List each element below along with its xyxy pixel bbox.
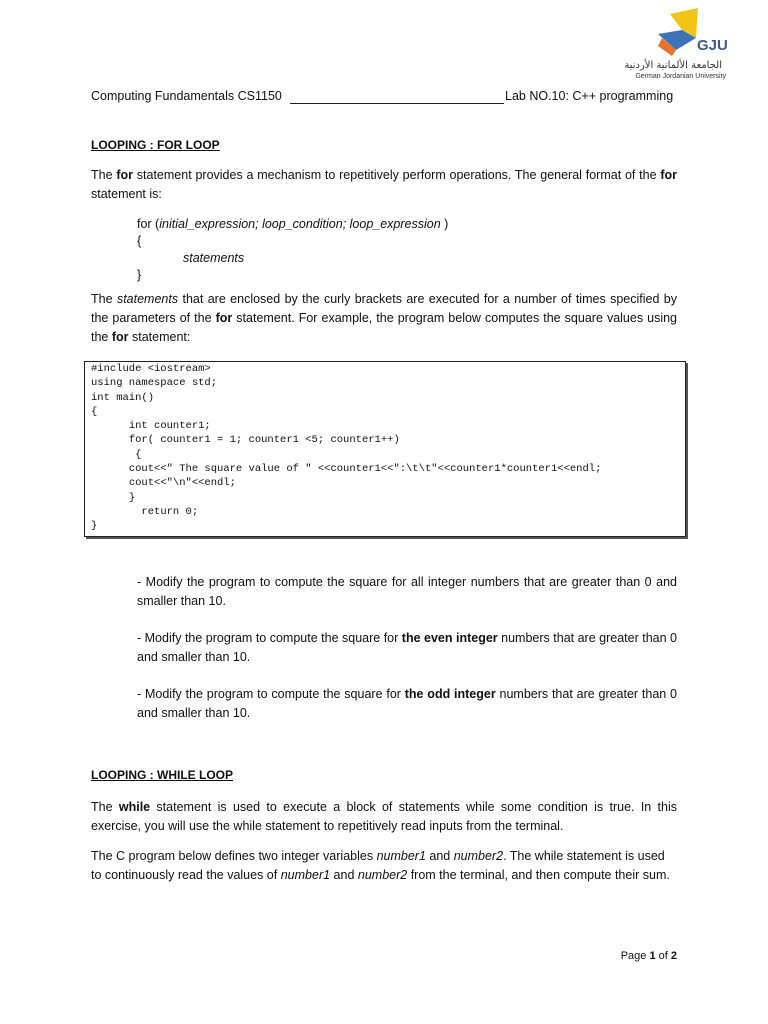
task-item: - Modify the program to compute the square for all integer numbers that are greater than 0 and smaller than 10. [137,575,677,608]
gju-logo [600,8,728,84]
header-rule [290,103,504,104]
keyword-for: for [116,168,133,182]
for-explain-paragraph: The statements that are enclosed by the curly brackets are executed for a number of times specified by the parameters of the for statement. For example, the program below computes the square values using the for statement: [91,292,678,344]
task-item: - Modify the program to compute the square for the even integer numbers that are greater than 0 and smaller than 10. [137,631,677,664]
logo-abbr: GJU [697,37,728,54]
code-listing [84,361,686,537]
task-item: - Modify the program to compute the square for the odd integer numbers that are greater than 0 and smaller than 10. [137,687,677,720]
while-paragraph-1: The while statement is used to execute a block of statements while some condition is true. In this exercise, you will use the while statement to repetitively read inputs from the terminal. [91,800,678,833]
code-text: #include <iostream> using namespace std; int main() { int counter1; for( counter1 = 1; counter1 <5; counter1++) { cout<<" The square value of " <<counter1<<":\t\t"<<counter1*counter1<<endl; cout<<"\n"<<endl; } return 0; } [91,363,602,533]
page-number: Page 1 of 2 [620,950,677,962]
course-title: Computing Fundamentals CS1150 [91,89,282,103]
while-paragraph-2: The C program below defines two integer variables number1 and number2. The while statement is used to continuously read the values of number1 and number2 from the terminal, and then compute their sum. [91,849,670,882]
for-format-block: for (initial_expression; loop_condition; loop_expression ) { statements } [137,217,449,282]
keyword-for: for [660,168,677,182]
for-intro-paragraph: The for statement provides a mechanism to repetitively perform operations. The general format of the for statement is: [91,168,677,201]
logo-arabic-name: الجامعة الألمانية الأردنية [624,60,722,71]
lab-title: Lab NO.10: C++ programming [505,89,674,103]
while-section-title: LOOPING : WHILE LOOP [91,768,233,782]
gju-logo-mark [600,8,728,60]
logo-english-name: German Jordanian University [635,73,726,80]
for-section-title: LOOPING : FOR LOOP [91,138,220,152]
